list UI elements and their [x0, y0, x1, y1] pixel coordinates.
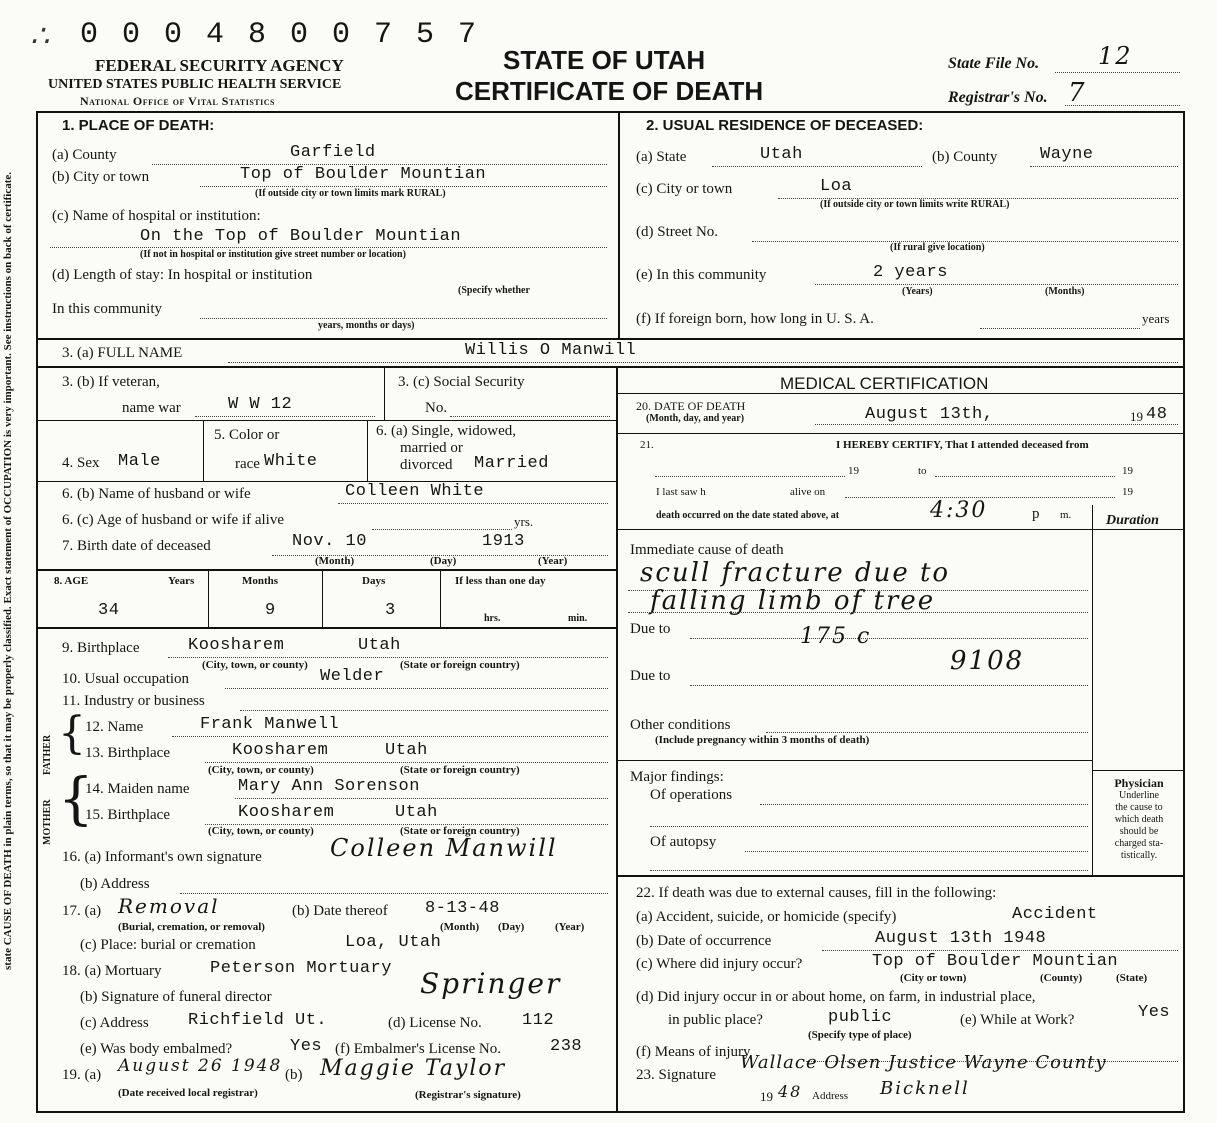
ext-e-label: (e) While at Work? [960, 1012, 1075, 1028]
divider-age-col3 [440, 569, 441, 627]
code-1: 175 c [800, 624, 872, 649]
major-label: Major findings: [630, 769, 724, 785]
ext-signature: Wallace Olsen Justice Wayne County [740, 1052, 1107, 1073]
res-county: Wayne [1040, 145, 1094, 164]
age-days: 3 [385, 601, 396, 620]
months-label: Months [242, 575, 279, 587]
ext-address: Bicknell [880, 1078, 970, 1099]
occupation-value: Welder [320, 667, 385, 686]
veteran-label: 3. (b) If veteran, [62, 374, 160, 390]
less-label: If less than one day [455, 575, 546, 587]
war-value: W W 12 [228, 395, 293, 414]
mother-name: Mary Ann Sorenson [238, 777, 420, 796]
father-bp-line [205, 762, 608, 763]
birthplace-line [168, 657, 608, 658]
years-label: Years [168, 575, 195, 587]
frame-bottom [36, 1111, 1184, 1113]
occupation-line [225, 688, 608, 689]
state-file-label: State File No. [948, 55, 1040, 72]
place-of-death-heading: 1. PLACE OF DEATH: [62, 117, 215, 134]
pod-community-note: years, months or days) [318, 320, 415, 331]
mort-address: Richfield Ut. [188, 1011, 328, 1030]
ext-c-value: Top of Boulder Mountian [872, 952, 1119, 971]
residence-heading: 2. USUAL RESIDENCE OF DECEASED: [646, 117, 924, 134]
duration-label: Duration [1106, 513, 1159, 528]
state-file-line [1055, 72, 1180, 73]
other-label: Other conditions [630, 717, 731, 733]
ext-sig-19: 19 [760, 1089, 773, 1104]
divider-veteran [36, 420, 616, 421]
license-label: (d) License No. [388, 1015, 482, 1031]
name-line [228, 362, 1178, 363]
registrar-note: (Registrar's signature) [415, 1089, 521, 1101]
autopsy-line-1 [745, 851, 1088, 852]
director-signature: Springer [420, 967, 562, 1000]
burial-label: 17. (a) [62, 903, 102, 919]
burial-place-label: (c) Place: burial or cremation [80, 937, 256, 953]
res-community-line [815, 284, 1178, 285]
mother-city-note: (City, town, or county) [208, 825, 314, 837]
due2-label: Due to [630, 668, 671, 684]
cert-19-a: 19 [848, 465, 859, 477]
ext-f-label: (f) Means of injury [636, 1044, 751, 1060]
res-foreign-line [980, 328, 1140, 329]
pod-city: Top of Boulder Mountian [240, 165, 487, 184]
age-years: 34 [98, 601, 120, 620]
birthplace-city: Koosharem [188, 636, 285, 655]
occurred-time: 4:30 [930, 498, 988, 523]
occurred-m: m. [1060, 509, 1072, 521]
divider-dod [618, 433, 1184, 434]
ext-b-value: August 13th 1948 [875, 929, 1047, 948]
res-street-label: (d) Street No. [636, 224, 719, 240]
father-bp-city: Koosharem [232, 741, 329, 760]
divider-age-bottom [36, 627, 616, 629]
occurred-label: death occurred on the date stated above, at [656, 510, 840, 521]
dod-note: (Month, day, and year) [646, 413, 745, 424]
res-county-line [1030, 166, 1178, 167]
immediate-cause-1: scull fracture due to [640, 558, 951, 588]
father-state-note: (State or foreign country) [400, 764, 520, 776]
res-community-label: (e) In this community [636, 267, 767, 283]
pod-city-note: (If outside city or town limits mark RURAL) [255, 188, 446, 199]
birth-label: 7. Birth date of deceased [62, 538, 211, 554]
mort-address-label: (c) Address [80, 1015, 149, 1031]
spouse-age-label: 6. (c) Age of husband or wife if alive [62, 512, 285, 528]
due2-line [690, 685, 1088, 686]
pod-city-label: (b) City or town [52, 169, 150, 185]
ss-line [450, 416, 610, 417]
race-value: White [264, 452, 318, 471]
margin-instructions: state CAUSE OF DEATH in plain terms, so that it may be properly classified. Exact statement of OCCUPATION is very important. See instructions on back of certificate. [2, 171, 14, 970]
ext-a-value: Accident [1012, 905, 1098, 924]
res-city-label: (c) City or town [636, 181, 733, 197]
registrar-signature: Maggie Taylor [320, 1056, 507, 1081]
divider-age-top [36, 569, 616, 571]
father-brace: { [58, 708, 86, 759]
divider-sex-col2 [367, 420, 368, 482]
received-label: 19. (a) [62, 1067, 102, 1083]
res-community: 2 years [873, 263, 948, 282]
frame-left [36, 111, 38, 1113]
ext-a-label: (a) Accident, suicide, or homicide (specify) [636, 909, 897, 925]
marital-label-3: divorced [400, 457, 453, 473]
burial-month-note: (Month) [440, 921, 480, 933]
month-note: (Month) [315, 555, 355, 567]
autopsy-label: Of autopsy [650, 834, 717, 850]
received-note: (Date received local registrar) [118, 1087, 258, 1099]
cert-to-line [935, 476, 1115, 477]
ss-no-label: No. [425, 400, 448, 416]
divider-sex-col1 [203, 420, 204, 482]
divider-name-bottom [36, 366, 1184, 368]
divider-duration-col [1092, 505, 1093, 875]
divider-age-col1 [208, 569, 209, 627]
res-foreign-label: (f) If foreign born, how long in U. S. A. [636, 311, 874, 327]
ext-address-label: Address [812, 1090, 849, 1102]
ext-c-city-note: (City or town) [900, 972, 967, 984]
industry-label: 11. Industry or business [62, 693, 205, 709]
certificate-title: CERTIFICATE OF DEATH [455, 76, 764, 106]
ext-e-value: Yes [1138, 1003, 1171, 1022]
cert-19-b: 19 [1122, 465, 1133, 477]
registrar-value: 7 [1068, 78, 1087, 108]
yrs-label: yrs. [514, 514, 534, 529]
medical-heading: MEDICAL CERTIFICATION [780, 374, 989, 393]
pod-county: Garfield [290, 143, 376, 162]
occurred-pm: p [1032, 506, 1040, 522]
ext-d-label: (d) Did injury occur in or about home, on farm, in industrial place, [636, 989, 1036, 1005]
father-city-note: (City, town, or county) [208, 764, 314, 776]
ext-b-line [822, 950, 1178, 951]
embalmed-value: Yes [290, 1037, 323, 1056]
mother-name-label: 14. Maiden name [85, 781, 190, 797]
ext-c-label: (c) Where did injury occur? [636, 956, 803, 972]
agency-line-2: UNITED STATES PUBLIC HEALTH SERVICE [48, 77, 342, 92]
pod-hospital-note: (If not in hospital or institution give street number or location) [140, 249, 406, 260]
autopsy-line-2 [650, 870, 1088, 871]
other-line [766, 732, 1088, 733]
sex-value: Male [118, 452, 161, 471]
pod-stay-note: (Specify whether [458, 285, 530, 296]
divider-cert [618, 529, 1184, 530]
divider-age-col2 [322, 569, 323, 627]
sex-label: 4. Sex [62, 455, 100, 471]
dod-value: August 13th, [865, 405, 994, 424]
res-years-note: (Years) [902, 286, 933, 297]
spouse-age-line [372, 529, 512, 530]
frame-right [1183, 111, 1185, 1113]
mother-bp-city: Koosharem [238, 803, 335, 822]
divider-top-center [618, 111, 620, 339]
external-heading: 22. If death was due to external causes, fill in the following: [636, 885, 997, 901]
due1-line [690, 638, 1088, 639]
min-label: min. [568, 613, 588, 624]
informant-address-label: (b) Address [80, 876, 150, 892]
father-name: Frank Manwell [200, 715, 340, 734]
res-state: Utah [760, 145, 803, 164]
code-2: 9108 [950, 646, 1025, 676]
informant-signature: Colleen Manwill [330, 834, 558, 862]
informant-sig-label: 16. (a) Informant's own signature [62, 849, 262, 865]
days-label: Days [362, 575, 386, 587]
cert-label: 21. [640, 439, 654, 451]
burial-value: Removal [118, 894, 220, 918]
state-title: STATE OF UTAH [503, 45, 706, 75]
age-label: 8. AGE [54, 575, 89, 587]
mother-name-line [235, 798, 608, 799]
pod-stay-label: (d) Length of stay: In hospital or institution [52, 267, 313, 283]
ext-d-value: public [828, 1008, 893, 1027]
burial-place: Loa, Utah [345, 933, 442, 952]
last-seen-label: I last saw h [656, 486, 706, 498]
res-state-label: (a) State [636, 149, 687, 165]
operations-label: Of operations [650, 787, 733, 803]
informant-address-line [180, 893, 608, 894]
res-street-note: (If rural give location) [890, 242, 985, 253]
immediate-label: Immediate cause of death [630, 542, 784, 558]
age-months: 9 [265, 601, 276, 620]
received-date: August 26 1948 [118, 1056, 283, 1076]
mother-state-note: (State or foreign country) [400, 825, 520, 837]
father-tag: FATHER [42, 734, 53, 775]
mother-bp-label: 15. Birthplace [85, 807, 170, 823]
mother-bp-state: Utah [395, 803, 438, 822]
operations-line-1 [760, 804, 1088, 805]
industry-line [240, 710, 608, 711]
cert-from-line [655, 476, 845, 477]
agency-line-1: FEDERAL SECURITY AGENCY [95, 56, 344, 75]
ss-label: 3. (c) Social Security [398, 374, 525, 390]
birthplace-city-note: (City, town, or county) [202, 659, 308, 671]
res-county-label: (b) County [932, 149, 998, 165]
spouse-line [338, 503, 608, 504]
cert-to: to [918, 465, 927, 477]
birth-year: 1913 [482, 532, 525, 551]
day-note: (Day) [430, 555, 457, 567]
pod-hospital-label: (c) Name of hospital or institution: [52, 208, 261, 224]
birthplace-state: Utah [358, 636, 401, 655]
name-label: 3. (a) FULL NAME [62, 345, 183, 361]
stamp-mark: ∴ [30, 20, 50, 53]
due1-label: Due to [630, 621, 671, 637]
pod-county-label: (a) County [52, 147, 117, 163]
year-note: (Year) [538, 555, 568, 567]
pod-city-line [200, 186, 607, 187]
ext-b-label: (b) Date of occurrence [636, 933, 772, 949]
other-note: (Include pregnancy within 3 months of death) [655, 734, 870, 746]
burial-note: (Burial, cremation, or removal) [118, 921, 265, 933]
spouse-label: 6. (b) Name of husband or wife [62, 486, 251, 502]
mortuary-label: 18. (a) Mortuary [62, 963, 162, 979]
burial-year-note: (Year) [555, 921, 585, 933]
divider-veteran-col [384, 366, 385, 420]
dod-line [815, 424, 1178, 425]
mother-brace: { [58, 767, 94, 832]
received-b: (b) [285, 1067, 303, 1083]
embalmer-label: (f) Embalmer's License No. [335, 1041, 501, 1057]
ext-d-note: (Specify type of place) [808, 1029, 912, 1041]
father-name-line [172, 736, 608, 737]
res-city-note: (If outside city or town limits write RURAL) [820, 199, 1010, 210]
dod-label: 20. DATE OF DEATH [636, 399, 746, 413]
divider-main-center [616, 366, 618, 1111]
license-value: 112 [522, 1011, 555, 1030]
race-label: race [235, 456, 260, 472]
ext-d-label-2: in public place? [668, 1012, 763, 1028]
burial-date: 8-13-48 [425, 899, 500, 918]
res-city: Loa [820, 177, 853, 196]
spouse-value: Colleen White [345, 482, 485, 501]
serial-number: 0 0 0 4 8 0 0 7 5 7 [80, 18, 480, 52]
pod-community-line [200, 318, 607, 319]
dod-year-prefix: 19 [1130, 409, 1143, 424]
ext-sig-year: 48 [778, 1082, 803, 1101]
marital-value: Married [474, 454, 549, 473]
operations-line-2 [650, 826, 1088, 827]
burial-date-label: (b) Date thereof [292, 903, 388, 919]
cert-19-c: 19 [1122, 486, 1133, 498]
embalmer-value: 238 [550, 1037, 583, 1056]
mortuary-value: Peterson Mortuary [210, 959, 392, 978]
immediate-cause-2: falling limb of tree [650, 586, 936, 616]
res-months-note: (Months) [1045, 286, 1085, 297]
full-name: Willis O Manwill [465, 341, 637, 360]
res-state-line [712, 166, 922, 167]
res-foreign-years: years [1142, 311, 1170, 326]
pod-hospital: On the Top of Boulder Mountian [140, 227, 462, 246]
father-name-label: 12. Name [85, 719, 144, 735]
marital-label-2: married or [400, 440, 463, 456]
war-line [195, 416, 375, 417]
divider-sex-bottom [36, 481, 616, 482]
ext-c-state-note: (State) [1116, 972, 1148, 984]
divider-med-heading [618, 393, 1184, 394]
mother-tag: MOTHER [42, 799, 53, 845]
pod-community-label: In this community [52, 301, 162, 317]
father-bp-label: 13. Birthplace [85, 745, 170, 761]
color-label: 5. Color or [214, 427, 280, 443]
physician-note: Physician Underline the cause to which death should be charged sta- tistically. [1114, 776, 1164, 861]
registrar-label: Registrar's No. [948, 89, 1048, 106]
ext-c-county-note: (County) [1040, 972, 1083, 984]
agency-line-3: National Office of Vital Statistics [80, 94, 275, 108]
occupation-label: 10. Usual occupation [62, 671, 190, 687]
marital-label-1: 6. (a) Single, widowed, [376, 423, 516, 439]
burial-day-note: (Day) [498, 921, 525, 933]
father-bp-state: Utah [385, 741, 428, 760]
pod-hospital-line [50, 247, 607, 248]
frame-top [36, 111, 1184, 113]
dod-year: 48 [1146, 405, 1168, 424]
cert-text: I HEREBY CERTIFY, That I attended deceased from [836, 439, 1089, 451]
war-label: name war [122, 400, 181, 416]
hrs-label: hrs. [484, 613, 501, 624]
ext-sig-label: 23. Signature [636, 1067, 716, 1083]
director-label: (b) Signature of funeral director [80, 989, 272, 1005]
state-file-value: 12 [1098, 42, 1133, 70]
birthplace-label: 9. Birthplace [62, 640, 140, 656]
birth-month: Nov. 10 [292, 532, 367, 551]
alive-on-label: alive on [790, 486, 826, 498]
embalmed-label: (e) Was body embalmed? [80, 1041, 233, 1057]
divider-physician [1092, 770, 1184, 771]
divider-external [618, 875, 1184, 877]
divider-cause-top [618, 760, 1092, 761]
birthplace-state-note: (State or foreign country) [400, 659, 520, 671]
divider-name-top [36, 338, 1184, 340]
